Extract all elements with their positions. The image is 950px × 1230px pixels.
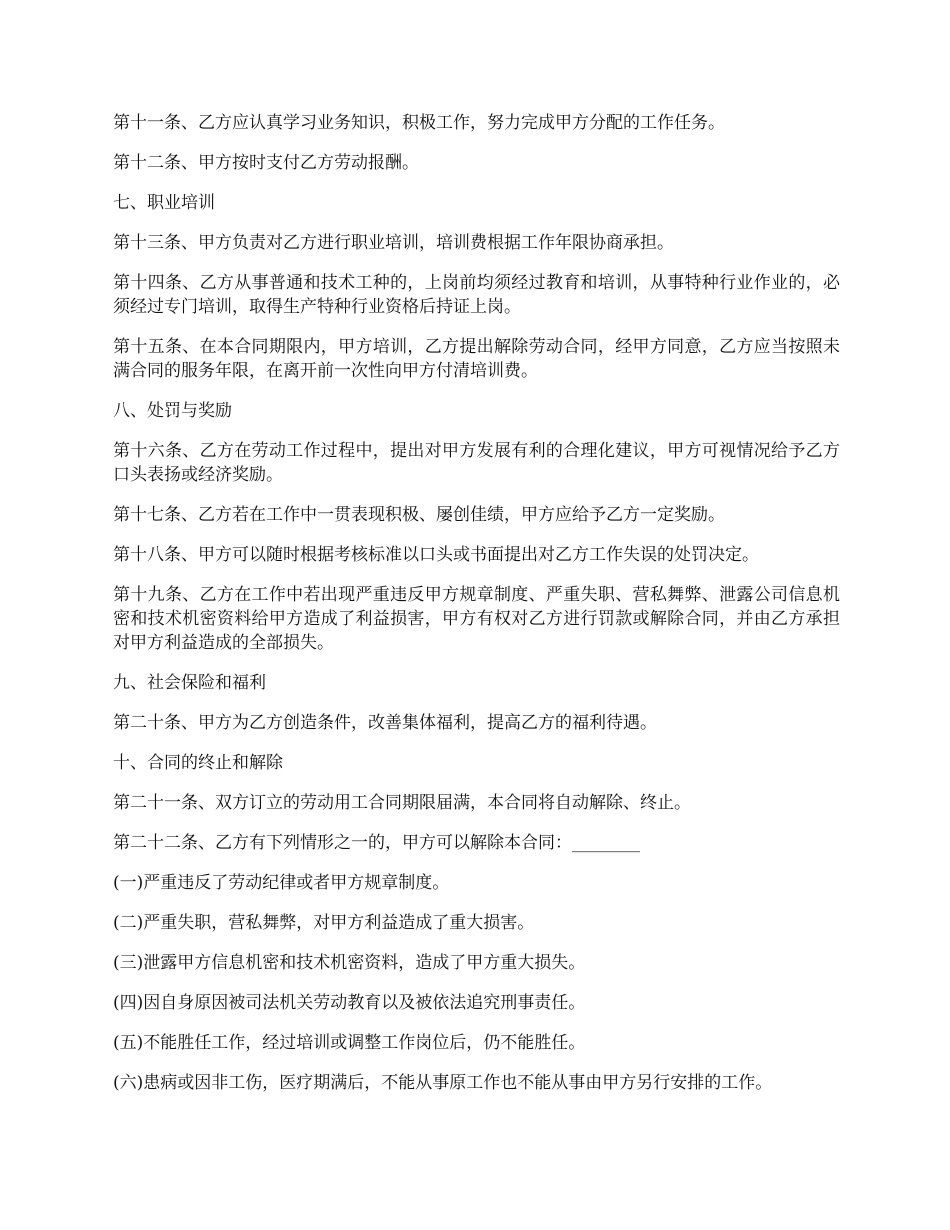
section-heading-vocational-training: 七、职业培训 bbox=[113, 193, 215, 213]
clause-11: 第十一条、乙方应认真学习业务知识，积极工作，努力完成甲方分配的工作任务。 bbox=[113, 113, 725, 133]
document-body bbox=[113, 111, 840, 1111]
termination-item-5: (五)不能胜任工作，经过培训或调整工作岗位后，仍不能胜任。 bbox=[113, 1033, 586, 1053]
section-heading-social-insurance: 九、社会保险和福利 bbox=[113, 673, 266, 693]
clause-17: 第十七条、乙方若在工作中一贯表现积极、屡创佳绩，甲方应给予乙方一定奖励。 bbox=[113, 505, 725, 525]
termination-item-1: (一)严重违反了劳动纪律或者甲方规章制度。 bbox=[113, 873, 450, 893]
clause-22: 第二十二条、乙方有下列情形之一的，甲方可以解除本合同：________ bbox=[113, 833, 640, 853]
clause-13: 第十三条、甲方负责对乙方进行职业培训，培训费根据工作年限协商承担。 bbox=[113, 233, 674, 253]
clause-15: 第十五条、在本合同期限内，甲方培训，乙方提出解除劳动合同，经甲方同意，乙方应当按照未满合同的服务年限，在离开前一次性向甲方付清培训费。 bbox=[113, 337, 840, 381]
section-heading-penalties-rewards: 八、处罚与奖励 bbox=[113, 401, 232, 421]
clause-20: 第二十条、甲方为乙方创造条件，改善集体福利，提高乙方的福利待遇。 bbox=[113, 713, 657, 733]
clause-14: 第十四条、乙方从事普通和技术工种的，上岗前均须经过教育和培训，从事特种行业作业的，必须经过专门培训，取得生产特种行业资格后持证上岗。 bbox=[113, 273, 840, 317]
section-heading-termination: 十、合同的终止和解除 bbox=[113, 753, 283, 773]
termination-item-6: (六)患病或因非工伤，医疗期满后，不能从事原工作也不能从事由甲方另行安排的工作。 bbox=[113, 1073, 773, 1093]
clause-21: 第二十一条、双方订立的劳动用工合同期限届满，本合同将自动解除、终止。 bbox=[113, 793, 691, 813]
clause-16: 第十六条、乙方在劳动工作过程中，提出对甲方发展有利的合理化建议，甲方可视情况给予乙方口头表扬或经济奖励。 bbox=[113, 441, 840, 485]
termination-item-3: (三)泄露甲方信息机密和技术机密资料，造成了甲方重大损失。 bbox=[113, 953, 586, 973]
termination-item-2: (二)严重失职，营私舞弊，对甲方利益造成了重大损害。 bbox=[113, 913, 535, 933]
clause-18: 第十八条、甲方可以随时根据考核标准以口头或书面提出对乙方工作失误的处罚决定。 bbox=[113, 545, 759, 565]
clause-19: 第十九条、乙方在工作中若出现严重违反甲方规章制度、严重失职、营私舞弊、泄露公司信息机密和技术机密资料给甲方造成了利益损害，甲方有权对乙方进行罚款或解除合同，并由乙方承担对甲方利益造成的全部损失。 bbox=[113, 585, 840, 653]
termination-item-4: (四)因自身原因被司法机关劳动教育以及被依法追究刑事责任。 bbox=[113, 993, 586, 1013]
clause-12: 第十二条、甲方按时支付乙方劳动报酬。 bbox=[113, 153, 419, 173]
